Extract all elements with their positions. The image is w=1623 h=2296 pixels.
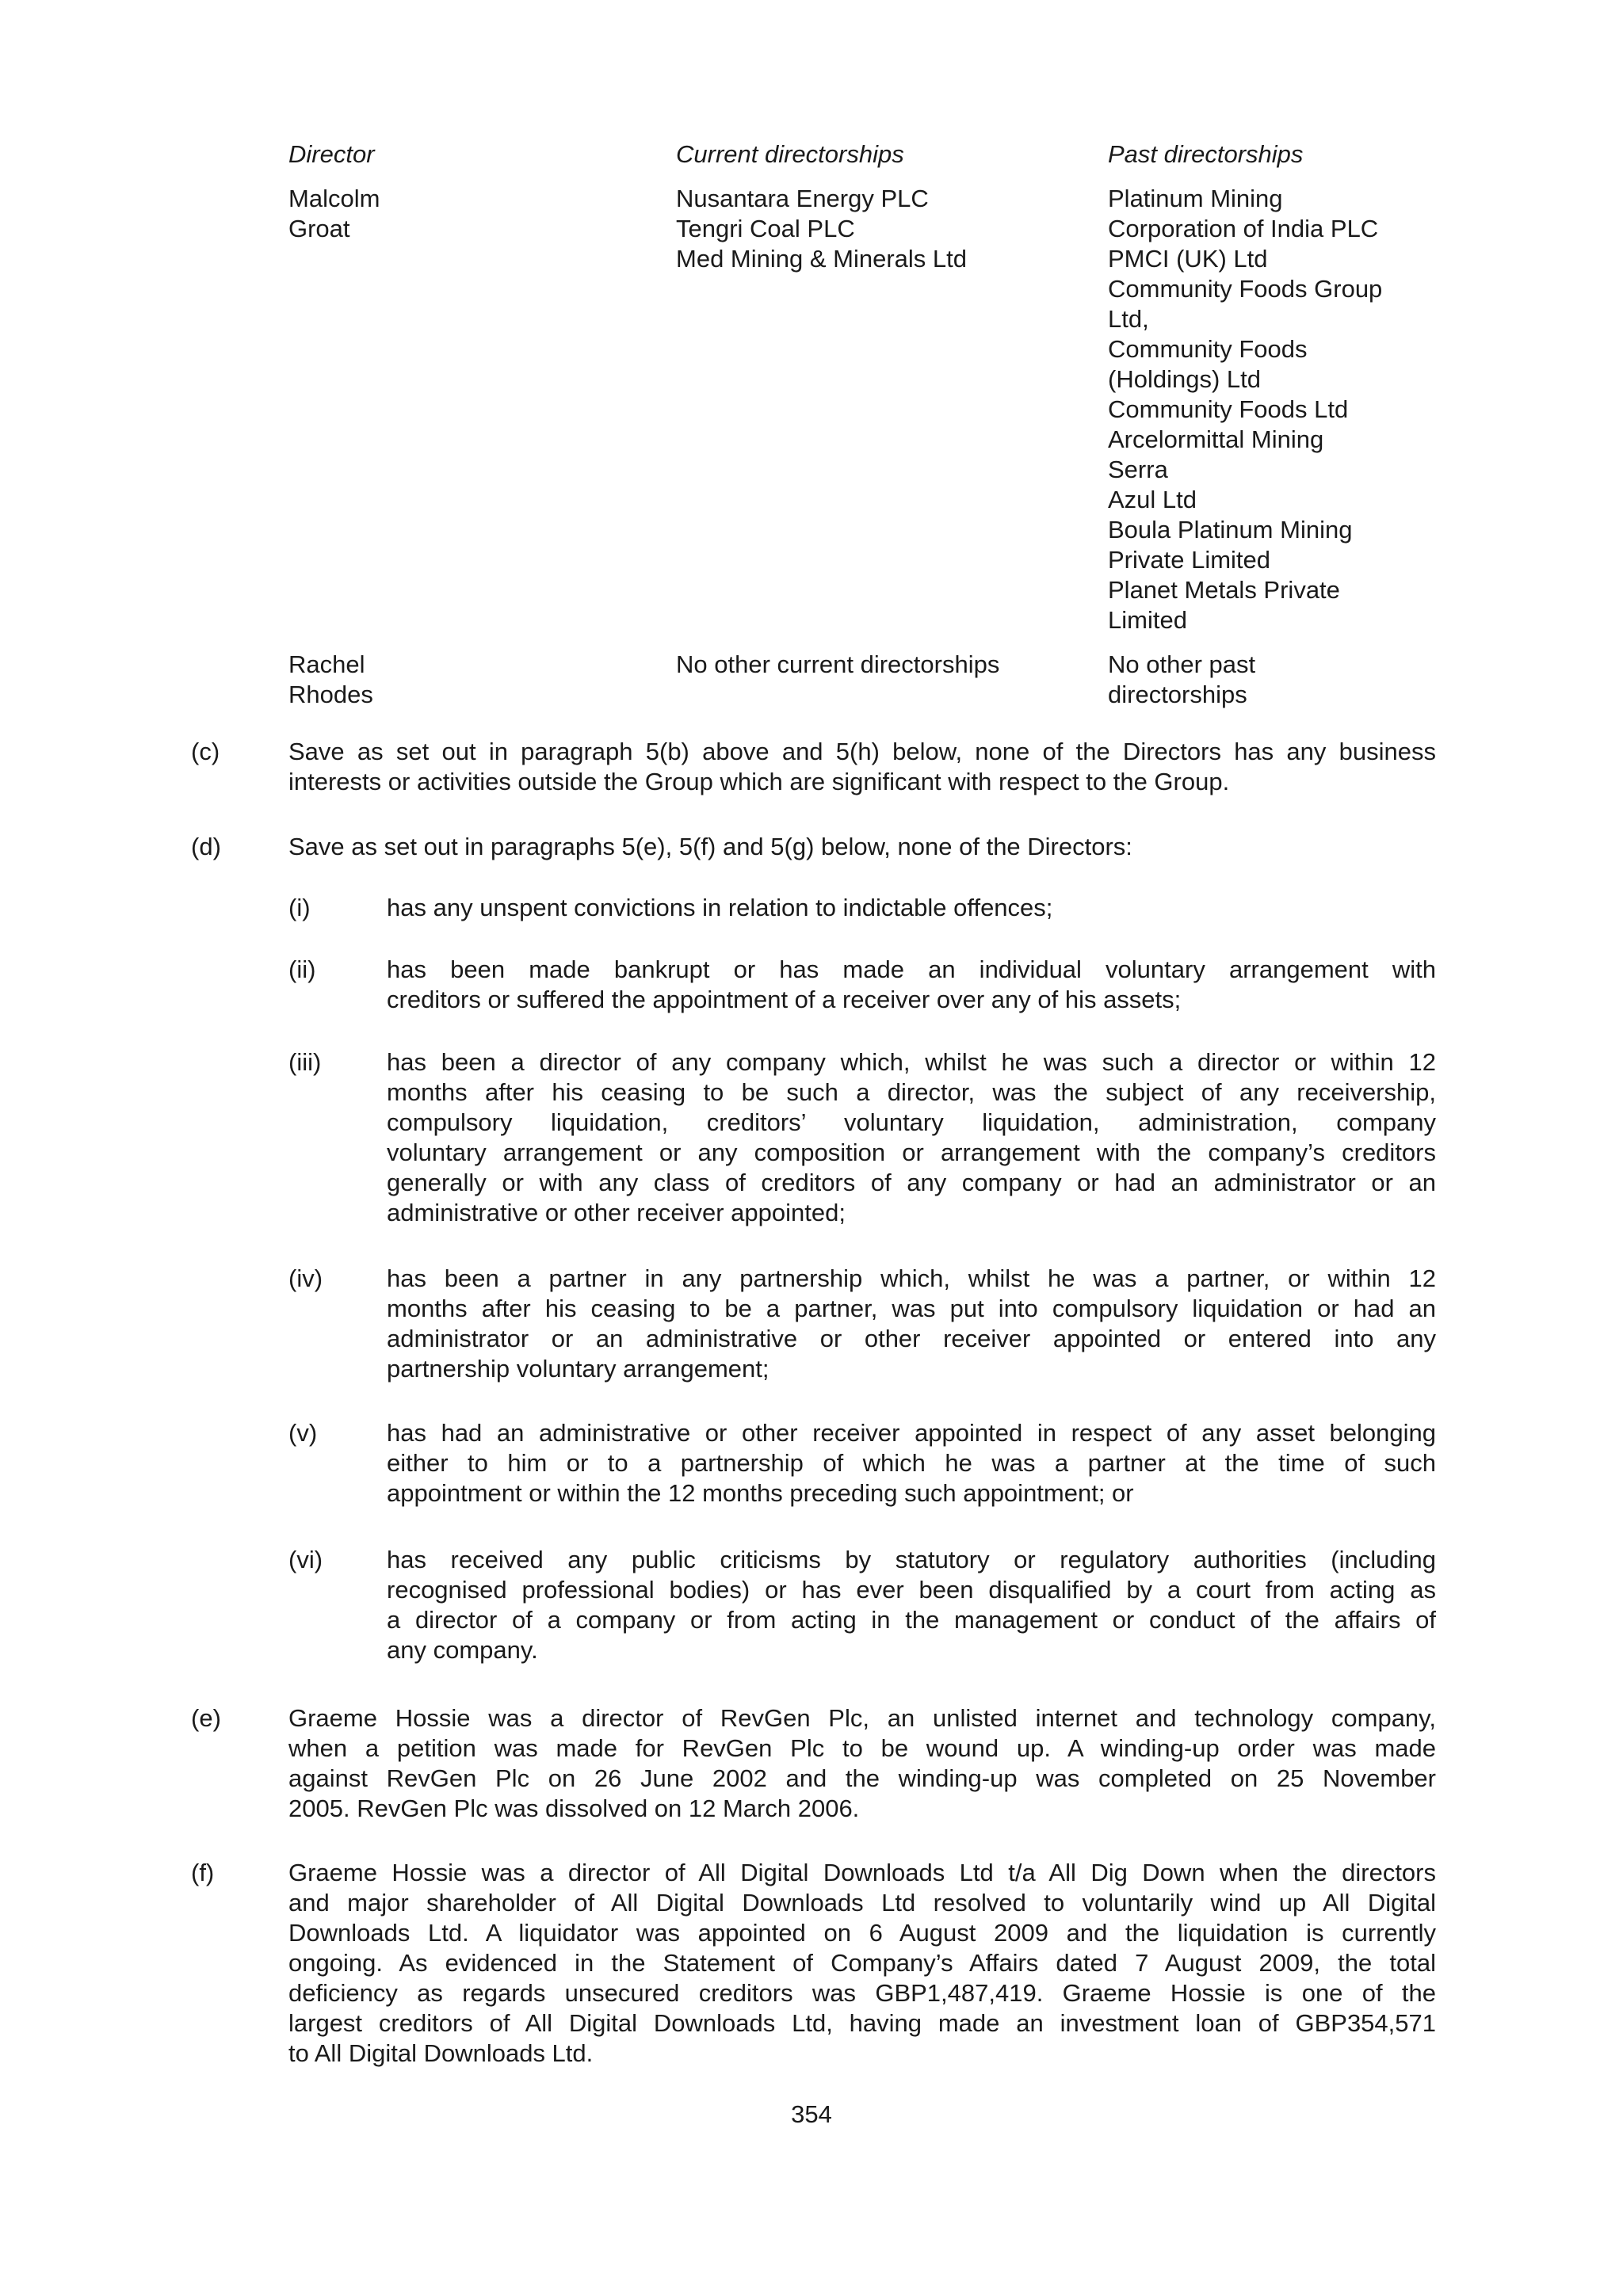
current-directorship: No other current directorships — [676, 650, 1000, 678]
current-directorship: Nusantara Energy PLC — [676, 185, 929, 212]
text-line: Save as set out in paragraphs 5(e), 5(f) and 5(g) below, none of the Directors: — [288, 833, 1132, 860]
header-current-directorships: Current directorships — [676, 140, 904, 168]
directorships-table — [288, 139, 1445, 724]
text-line: against RevGen Plc on 26 June 2002 and the winding-up was completed on 25 November — [288, 1764, 1436, 1792]
text-line: any company. — [387, 1636, 538, 1664]
sub-item-text — [387, 1418, 1436, 1508]
past-directorship-line: Limited — [1108, 606, 1187, 634]
sub-item-text — [387, 1264, 1436, 1384]
text-line: ongoing. As evidenced in the Statement of Company’s Affairs dated 7 August 2009, the total — [288, 1949, 1436, 1977]
current-directorships-cell — [676, 184, 1108, 635]
table-row — [288, 184, 1445, 635]
paragraph-label: (f) — [191, 1859, 215, 1886]
past-directorship-line: Community Foods — [1108, 335, 1308, 363]
text-line: has been a partner in any partnership which, whilst he was a partner, or within 12 — [387, 1264, 1436, 1292]
sub-item-text — [387, 955, 1436, 1015]
text-line: interests or activities outside the Group which are significant with respect to the Group. — [288, 768, 1230, 795]
text-line: deficiency as regards unsecured creditors was GBP1,487,419. Graeme Hossie is one of the — [288, 1979, 1436, 2007]
paragraph-text — [288, 1703, 1436, 1824]
past-directorship-line: Community Foods Ltd — [1108, 395, 1349, 423]
text-line: administrator or an administrative or other receiver appointed or entered into any — [387, 1325, 1436, 1352]
past-directorship-line: Serra — [1108, 456, 1168, 483]
past-directorship-line: directorships — [1108, 681, 1247, 708]
past-directorship-line: No other past — [1108, 650, 1256, 678]
director-name-line: Rhodes — [288, 681, 373, 708]
text-line: has received any public criticisms by statutory or regulatory authorities (including — [387, 1546, 1436, 1573]
past-directorships-cell — [1108, 184, 1445, 635]
paragraph-text — [288, 832, 1436, 862]
current-directorship: Tengri Coal PLC — [676, 215, 855, 242]
text-line: months after his ceasing to be such a director, was the subject of any receivership, — [387, 1078, 1436, 1106]
text-line: when a petition was made for RevGen Plc to be wound up. A winding-up order was made — [288, 1734, 1436, 1762]
text-line: recognised professional bodies) or has ever been disqualified by a court from acting as — [387, 1576, 1436, 1604]
text-line: and major shareholder of All Digital Downloads Ltd resolved to voluntarily wind up All Digital — [288, 1889, 1436, 1917]
director-name — [288, 650, 676, 710]
text-line: Graeme Hossie was a director of All Digital Downloads Ltd t/a All Dig Down when the directors — [288, 1859, 1436, 1886]
director-name — [288, 184, 676, 635]
text-line: 2005. RevGen Plc was dissolved on 12 March 2006. — [288, 1794, 860, 1822]
text-line: Graeme Hossie was a director of RevGen Plc, an unlisted internet and technology company, — [288, 1704, 1436, 1732]
text-line: a director of a company or from acting in the management or conduct of the affairs of — [387, 1606, 1436, 1634]
past-directorship-line: Arcelormittal Mining — [1108, 425, 1324, 453]
current-directorship: Med Mining & Minerals Ltd — [676, 245, 967, 273]
sub-item-text — [387, 1047, 1436, 1228]
text-line: Downloads Ltd. A liquidator was appointed on 6 August 2009 and the liquidation is currently — [288, 1919, 1436, 1947]
text-line: partnership voluntary arrangement; — [387, 1355, 769, 1383]
paragraph-label: (e) — [191, 1704, 221, 1732]
text-line: generally or with any class of creditors of any company or had an administrator or an — [387, 1169, 1436, 1196]
director-name-line: Groat — [288, 215, 350, 242]
past-directorship-line: PMCI (UK) Ltd — [1108, 245, 1268, 273]
sub-item-label: (ii) — [288, 955, 316, 983]
past-directorship-line: (Holdings) Ltd — [1108, 365, 1261, 393]
sub-item-text — [387, 1545, 1436, 1665]
text-line: has been made bankrupt or has made an individual voluntary arrangement with — [387, 955, 1436, 983]
past-directorship-line: Planet Metals Private — [1108, 576, 1340, 604]
past-directorship-line: Ltd, — [1108, 305, 1149, 333]
header-past-directorships: Past directorships — [1108, 140, 1304, 168]
table-header — [288, 139, 1445, 170]
header-director: Director — [288, 140, 375, 168]
text-line: appointment or within the 12 months preceding such appointment; or — [387, 1479, 1134, 1507]
sub-item-label: (iii) — [288, 1048, 322, 1076]
text-line: administrative or other receiver appointed; — [387, 1199, 846, 1226]
text-line: months after his ceasing to be a partner, was put into compulsory liquidation or had an — [387, 1295, 1436, 1322]
past-directorships-cell — [1108, 650, 1445, 710]
page-number: 354 — [791, 2100, 832, 2128]
paragraph-label: (d) — [191, 833, 221, 860]
text-line: has been a director of any company which, whilst he was such a director or within 12 — [387, 1048, 1436, 1076]
director-name-line: Rachel — [288, 650, 365, 678]
text-line: voluntary arrangement or any composition or arrangement with the company’s creditors — [387, 1138, 1436, 1166]
text-line: either to him or to a partnership of which he was a partner at the time of such — [387, 1449, 1436, 1477]
text-line: has any unspent convictions in relation to indictable offences; — [387, 894, 1053, 921]
text-line: creditors or suffered the appointment of a receiver over any of his assets; — [387, 986, 1182, 1013]
text-line: has had an administrative or other receiver appointed in respect of any asset belonging — [387, 1419, 1436, 1447]
table-row — [288, 650, 1445, 710]
text-line: largest creditors of All Digital Downloads Ltd, having made an investment loan of GBP354,571 — [288, 2009, 1436, 2037]
past-directorship-line: Community Foods Group — [1108, 275, 1383, 303]
past-directorship-line: Platinum Mining — [1108, 185, 1283, 212]
past-directorship-line: Azul Ltd — [1108, 486, 1197, 513]
past-directorship-line: Boula Platinum Mining — [1108, 516, 1353, 543]
paragraph-text — [288, 737, 1436, 797]
text-line: Save as set out in paragraph 5(b) above and 5(h) below, none of the Directors has any business — [288, 738, 1436, 765]
text-line: compulsory liquidation, creditors’ voluntary liquidation, administration, company — [387, 1108, 1436, 1136]
sub-item-text — [387, 893, 1436, 923]
past-directorship-line: Corporation of India PLC — [1108, 215, 1379, 242]
sub-item-label: (vi) — [288, 1546, 323, 1573]
past-directorship-line: Private Limited — [1108, 546, 1271, 574]
text-line: to All Digital Downloads Ltd. — [288, 2039, 594, 2067]
paragraph-label: (c) — [191, 738, 220, 765]
sub-item-label: (iv) — [288, 1264, 323, 1292]
current-directorships-cell — [676, 650, 1108, 710]
sub-item-label: (v) — [288, 1419, 318, 1447]
director-name-line: Malcolm — [288, 185, 380, 212]
sub-item-label: (i) — [288, 894, 311, 921]
paragraph-text — [288, 1858, 1436, 2069]
